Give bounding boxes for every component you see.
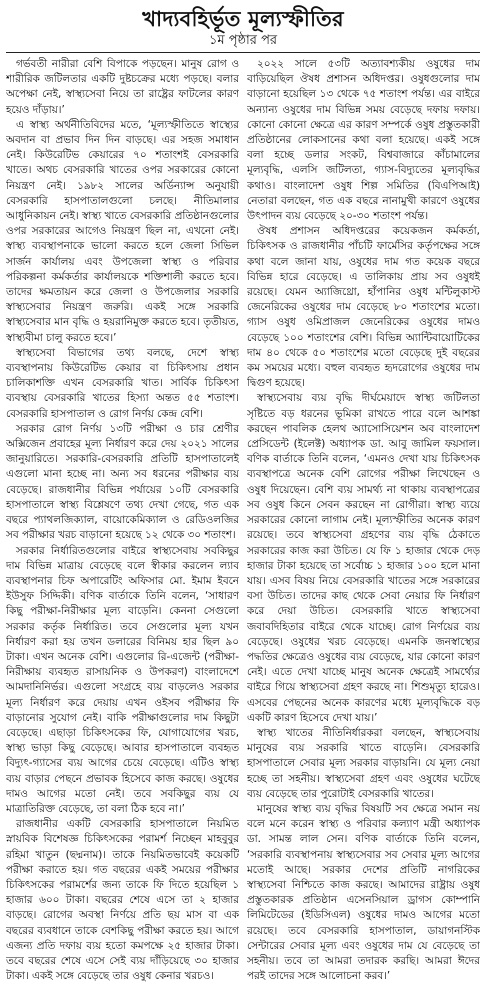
continued-from-label: ১ম পৃষ্ঠার পর [208,33,278,48]
paragraph: ২০২২ সালে ৫৩টি অত্যাবশ্যকীয় ওষুধের দাম বাড়িয়েছিল ঔষধ প্রশাসন অধিদপ্তর। ওষুধগুলোর দাম বাড়ানো হয়েছিল ১৩ থেকে ৭৫ শতাংশ পর্যন্ত। এর বাইরে অন্যান্য ওষুধের দাম বিভিন্ন সময় বেড়েছে দফায় দফায়। কোনো কোনো ক্ষেত্রে এর কারণ সম্পর্কে ওষুধ প্রস্তুতকারী প্রতিষ্ঠানের লোকসানের কথা বলা হয়েছে। একই সঙ্গে বলা হচ্ছে ডলার সংকট, বিশ্ববাজারে কাঁচামালের মূল্যবৃদ্ধি, এলসি জটিলতা, গ্যাস-বিদ্যুতের মূল্যবৃদ্ধির কথাও। বাংলাদেশ ওষুধ শিল্প সমিতির (বিএপিআই) নেতারা বলছেন, গত এক বছরে নানামুখী কারণে ওষুধের উৎপাদন ব্যয় বেড়েছে ২০-৩০ শতাংশ পর্যন্ত। [247,58,480,223]
paragraph: ঔষধ প্রশাসন অধিদপ্তরের কয়েকজন কর্মকর্তা, চিকিৎসক ও রাজধানীর পাঁচটি ফার্মেসির কর্তৃপক্ষের সঙ্গে কথা বলে জানা যায়, ওষুধের দাম গত কয়েক বছরে বিভিন্ন হারে বেড়েছে। এ তালিকায় প্রায় সব ওষুধই রয়েছে। যেমন অ্যাজিথ্রো, হাঁপানির ওষুধ মন্টিলুকাস্ট জেনেরিকের ওষুধের দাম বেড়েছে ৮০ শতাংশের মতো। গ্যাস ওষুধ ওমিপ্রাজল জেনেরিকের ওষুধের দামও বেড়েছে ১০০ শতাংশের বেশি। বিভিন্ন অ্যান্টিবায়োটিকের দাম ৪০ থেকে ৫০ শতাংশের মতো বেড়েছে দুই বছরের কম সময়ের মধ্যে। বহুল ব্যবহৃত হৃদরোগের ওষুধের দাম দ্বিগুণ হয়েছে। [247,225,480,390]
paragraph: সরকার নির্ধারিতগুলোর বাইরে স্বাস্থ্যসেবায় সবকিছুর দাম বিভিন্ন মাত্রায় বেড়েছে বলে স্বীকার করলেন ল্যাব ব্যবস্থাপনার চিফ অপারেটিং অফিসার মো. ইমাম ইবনে ইউসুফ সিদ্দিকী। বণিক বার্তাকে তিনি বলেন, ‘সাধারণ কিছু পরীক্ষা-নিরীক্ষার মূল্য বাড়েনি। কেননা সেগুলো সরকার কর্তৃক নির্ধারিত। তবে সেগুলোর মূল্য যখন নির্ধারণ করা হয় তখন ডলারের বিনিময় হার ছিল ৯০ টাকা। এখন অনেক বেশি। এগুলোর রি-এজেন্ট (পরীক্ষা-নিরীক্ষায় ব্যবহৃত রাসায়নিক ও উপকরণ) বাংলাদেশে আমদানিনির্ভর। এগুলো সংগ্রহে ব্যয় বাড়লেও সরকার মূল্য নির্ধারণ করে দেয়ায় এখন ওইসব পরীক্ষার ফি বাড়ানোর সুযোগ নেই। বাকি পরীক্ষাগুলোর দাম কিছুটা বেড়েছে। এছাড়া চিকিৎসকের ফি, যোগাযোগের খরচ, স্বাস্থ্য ভাড়া কিছু বেড়েছে। আবার হাসপাতালে ব্যবহৃত বিদ্যুৎ-গ্যাসের ব্যয় আগের চেয়ে বেড়েছে। এটিও স্বাস্থ্য ব্যয় বাড়ার পেছনে প্রভাবক হিসেবে কাজ করছে। ওষুধের দামও আগের মতো নেই। তবে সবকিছুর ব্যয় যে মাত্রাতিরিক্ত বেড়েছে, তা বলা ঠিক হবে না।’ [6,544,239,815]
headline: খাদ্যবহির্ভূত মূল্যস্ফীতির [142,7,344,31]
paragraph: গর্ভবতী নারীরা বেশি বিপাকে পড়ছেন। মানুষ রোগ ও শারীরিক জটিলতার একটি দুষ্টচক্রের মধ্যে পড়ছে। বলার অপেক্ষা নেই, স্বাস্থ্যসেবা নিয়ে তা রাষ্ট্রের ফাটলের কারণ হয়েও দাঁড়ায়।’ [6,58,239,116]
left-column [6,57,239,1007]
paragraph: মানুষের স্বাস্থ্য ব্যয় বৃদ্ধির বিষয়টি সব ক্ষেত্রে সমান নয় বলে মনে করেন স্বাস্থ্য ও পরিবার কল্যাণ মন্ত্রী অধ্যাপক ডা. সামন্ত লাল সেন। বণিক বার্তাকে তিনি বলেন, ‘সরকারি ব্যবস্থাপনায় স্বাস্থ্যসেবার সব সেবার মূল্য আগের মতোই আছে। সরকার দেশের প্রতিটি নাগরিকের স্বাস্থ্যসেবা নিশ্চিতে কাজ করছে। আমাদের রাষ্ট্রায় ওষুধ প্রস্তুতকারক প্রতিষ্ঠান এসেনসিয়াল ড্রাগস কোম্পানি লিমিটেডের (ইডিসিএল) ওষুধের দামও আগের মতো রয়েছে। তবে বেসরকারি হাসপাতাল, ডায়াগনস্টিক সেন্টারের সেবার মূল্য এবং ওষুধের দাম যে বেড়েছে তা সহনীয়। তবে তা আমরা তদারক করছি। আমরা ঈদের পরই তাদের সঙ্গে আলোচনা করব।’ [247,802,480,983]
paragraph: সরকার রোগ নির্ণয় ১৩টি পরীক্ষা ও চার শ্রেণীর অক্সিজেন প্রবাহের মূল্য নির্ধারণ করে দেয় ২০২১ সালের জানুয়ারিতে। সরকারি-বেসরকারি প্রতিটি হাসপাতালেই এগুলো মানা হচ্ছে না। অন্য সব ধরনের পরীক্ষার ব্যয় বেড়েছে। রাজধানীর বিভিন্ন পর্যায়ের ১০টি বেসরকারি হাসপাতালে স্বাস্থ্য বিশ্লেষণে তথ্য দেখা গেছে, গত এক বছরে প্যাথলজিক্যাল, বায়োকেমিক্যাল ও রেডিওলজির সব পরীক্ষার খরচ বাড়ানো হয়েছে ১২ থেকে ৩০ শতাংশ। [6,422,239,542]
paragraph: রাজধানীর একটি বেসরকারি হাসপাতালে নিয়মিত স্নায়বিক বিশেষজ্ঞ চিকিৎসকের পরামর্শ নিচ্ছেন মাহবুবুর রহিমা খাতুন (ছদ্মনাম)। তাকে নিয়মিতভাবেই কয়েকটি পরীক্ষা করাতে হয়। গত বছরের একই সময়ের পরীক্ষার চিকিৎসকের পরামর্শের জন্য তাকে ফি দিতে হয়েছিল ১ হাজার ৬০০ টাকা। বছরের শেষে এসে তা ২ হাজার বাড়ছে। রোগের অবস্থা নির্ণয়ে প্রতি ছয় মাস বা এক বছরের ব্যবধানে তাকে বেশকিছু পরীক্ষা করতে হয়। আগে এজন্য প্রতি দফায় ব্যয় হতো কমপক্ষে ২৫ হাজার টাকা। তবে বছরের শেষে এসে সেই ব্যয় দাঁড়িয়েছে ৩০ হাজার টাকা। একই সঙ্গে বেড়েছে তার ওষুধ কেনার খরচও। [6,818,239,983]
paragraph: এ স্বাস্থ্য অর্থনীতিবিদের মতে, ‘মূল্যস্ফীতিতে স্বাস্থ্যের অবদান বা প্রভাব দিন দিন বাড়ছে। এর সহজ সমাধান নেই। কিউরেটিভ কেয়ারের ৭০ শতাংশই বেসরকারি খাতে। অথচ বেসরকারি খাতের ওপর সরকারের কোনো নিয়ন্ত্রণ নেই। ১৯৮২ সালের অর্ডিন্যান্স অনুযায়ী বেসরকারি হাসপাতালগুলো চলছে। নীতিমালার আধুনিকায়ন নেই। স্বাস্থ্য খাতে বেসরকারি প্রতিষ্ঠানগুলোর ওপর সরকারের আগেও নিয়ন্ত্রণ ছিল না, এখনো নেই। স্বাস্থ্য ব্যবস্থাপনাকে ভালো করতে হলে জেলা সিভিল সার্জন কার্যালয় এবং উপজেলা স্বাস্থ্য ও পরিবার পরিকল্পনা কর্মকর্তার কার্যালয়কে শক্তিশালী করতে হবে। তাদের ক্ষমতায়ন করে জেলা ও উপজেলার সরকারি স্বাস্থ্যসেবার নিয়ন্ত্রণ জরুরি। একই সঙ্গে সরকারি স্বাস্থ্যসেবার মান বৃদ্ধি ও হয়রানিমুক্ত করতে হবে। তৃতীয়ত, স্বাস্থ্যবীমা চালু করতে হবে।’ [6,118,239,344]
paragraph: স্বাস্থ্যসেবা বিভাগের তথ্য বলছে, দেশে স্বাস্থ্য ব্যবস্থাপনায় কিউরেটিভ কেয়ার বা চিকিৎসায় প্রধান চালিকাশক্তি এখন বেসরকারি খাত। সার্বিক চিকিৎসা ব্যবস্থায় বেসরকারি খাতের হিস্যা অন্তত ৫৫ শতাংশ। বেসরকারি হাসপাতাল ও রোগ নির্ণয় কেন্দ্র বেশি। [6,346,239,420]
paragraph: স্বাস্থ্যসেবায় ব্যয় বৃদ্ধি দীর্ঘমেয়াদে স্বাস্থ্য জটিলতা সৃষ্টিতে বড় ধরনের ভূমিকা রাখতে পারে বলে আশঙ্কা করছেন পাবলিক হেলথ অ্যাসোসিয়েশন অব বাংলাদেশ প্রেসিডেন্ট (ইলেক্ট) অধ্যাপক ডা. আবু জামিল ফয়সাল। বণিক বার্তাকে তিনি বলেন, ‘এমনও দেখা যায় চিকিৎসক ব্যবস্থাপত্রে অনেক বেশি রোগের পরীক্ষা লিখেছেন ও ওষুধ দিয়েছেন। বেশি ব্যয় সামর্থ্য না থাকায় ব্যবস্থাপত্রের সব ওষুধ কিনে সেবন করছেন না রোগীরা। স্বাস্থ্য ব্যয়ে সরকারের কোনো লাগাম নেই। মূল্যস্ফীতির অনেক কারণ রয়েছে। তবে স্বাস্থ্যসেবা গ্রহণের ব্যয় বৃদ্ধি ঠেকাতে সরকারের কাজ করা উচিত। যে ফি ১ হাজার থেকে দেড় হাজার টাকা হয়েছে তা সর্বোচ্চ ১ হাজার ১০০ হলে মানা যায়। এসব বিষয় নিয়ে বেসরকারি খাতের সঙ্গে সরকারের বসা উচিত। তাদের কাছ থেকে সেবা নেয়ার ফি নির্ধারণ করে দেয়া উচিত। বেসরকারি খাতে স্বাস্থ্যসেবা জবাবদিহিতার বাইরে থেকে যাচ্ছে। রোগ নির্ণয়ের ব্যয় বেড়েছে। ওষুধের খরচ বেড়েছে। এমনকি জনস্বাস্থ্যের পদ্ধতির ক্ষেত্রেও ওষুধের ব্যয় বেড়েছে, যার কোনো কারণ নেই। এতে দেখা যাচ্ছে মানুষ অনেক ক্ষেত্রেই সামর্থ্যের বাইরে গিয়ে স্বাস্থ্যসেবা গ্রহণ করছে না। শিশুমৃত্যু হারেও। এসবের পেছনের অনেক কারণের মধ্যে মূল্যবৃদ্ধিকে বড় একটি কারণ হিসেবে দেখা যায়।’ [247,392,480,724]
newspaper-page [0,6,486,1007]
right-column [247,57,480,1007]
divider [6,52,480,53]
article-body [6,57,480,1007]
paragraph: স্বাস্থ্য খাতের নীতিনির্ধারকরা বলছেন, স্বাস্থ্যসেবায় মানুষের ব্যয় সরকারি খাতে বাড়েনি। বেসরকারি হাসপাতালে সেবার মূল্য সরকার বাড়ায়নি। যে মূল্য নেয়া হচ্ছে তা সহনীয়। স্বাস্থ্যসেবা গ্রহণ এবং ওষুধের ঘটেছে ব্যয় বেড়েছে তার পুরোটাই বেসরকারি খাতের। [247,726,480,800]
